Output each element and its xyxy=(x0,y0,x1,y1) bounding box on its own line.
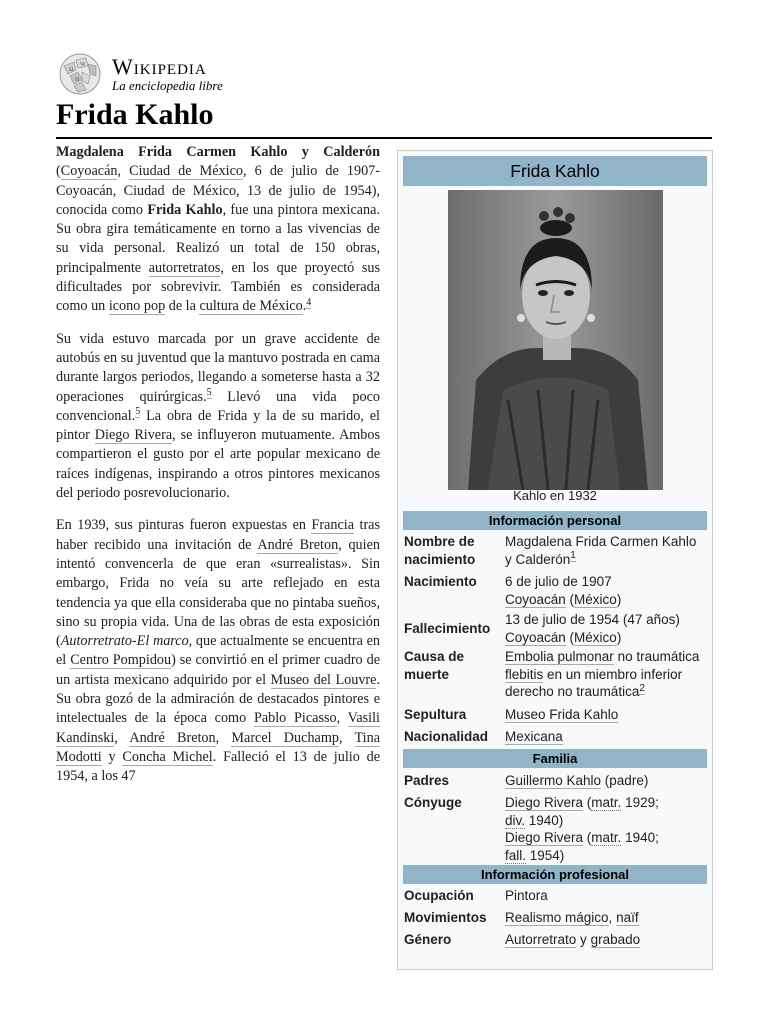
reference-5b[interactable]: 5 xyxy=(135,406,141,418)
svg-text:W: W xyxy=(80,62,86,68)
link-nacimiento-mexico[interactable]: México xyxy=(574,591,617,607)
photo-caption: Kahlo en 1932 xyxy=(513,488,597,503)
link-coyoacan[interactable]: Coyoacán xyxy=(60,163,118,180)
link-francia[interactable]: Francia xyxy=(311,517,355,534)
link-marcel-duchamp[interactable]: Marcel Duchamp xyxy=(231,729,339,746)
link-naif[interactable]: naïf xyxy=(616,910,639,925)
value-nombre-de-nacimiento: Magdalena Frida Carmen Kahlo y Calderón$^1$ xyxy=(505,534,697,567)
article-body xyxy=(56,143,380,800)
value-padres: Guillermo Kahlo (padre) xyxy=(505,773,649,788)
value-fallecimiento: 13 de julio de 1954 (47 años) Coyoacán (México) xyxy=(505,612,680,645)
paragraph-life: Su vida estuvo marcada por un grave accidente de autobús en su juventud que la mantuvo postrada en cama durante largos periodos, llegando a someterse hasta a 32 operaciones quirúrgicas.$^5$ Llevó una vida poco convencional.$^5$ La obra de Frida y la de su marido, el pintor Diego Rivera, se influyeron mutuamente. Ambos compartieron el gusto por el arte popular mexicano de raíces indígenas, inspirando a otros pintores mexicanos del periodo posrevolucionario. xyxy=(56,330,380,502)
link-flebitis[interactable]: flebitis xyxy=(505,666,544,682)
infobox xyxy=(397,150,713,970)
artwork-title: Autorretrato-El marco xyxy=(60,633,189,650)
link-realismo-magico[interactable]: Realismo mágico xyxy=(505,910,609,925)
link-guillermo-kahlo[interactable]: Guillermo Kahlo xyxy=(505,773,602,788)
row-ocupacion xyxy=(404,887,706,905)
label-ocupacion: Ocupación xyxy=(404,888,474,903)
title-divider xyxy=(56,137,712,139)
value-sepultura xyxy=(505,706,706,724)
reference-5a[interactable]: 5 xyxy=(206,386,212,398)
wikipedia-globe-icon[interactable] xyxy=(56,52,104,96)
abbr-matr-2[interactable]: matr. xyxy=(591,830,622,845)
site-tagline: La enciclopedia libre xyxy=(112,78,223,93)
value-ocupacion: Pintora xyxy=(505,888,548,903)
infobox-title: Frida Kahlo xyxy=(403,156,707,186)
wordmark[interactable] xyxy=(112,55,223,93)
site-name: Wikipedia xyxy=(112,54,207,79)
link-grabado[interactable]: grabado xyxy=(590,932,641,947)
paragraph-intro: Magdalena Frida Carmen Kahlo y Calderón (Coyoacán, Ciudad de México, 6 de julio de 1907-Coyoacán, Ciudad de México, 13 de julio de 1954), conocida como Frida Kahlo, fue una pintora mexicana. Su obra gira temáticamente en torno a las vivencias de su vida personal. Realizó un total de 150 obras, principalmente autorretratos, en los que proyectó sus dificultades por sobrevivir. También es considerada como un icono pop de la cultura de México.$^4$ xyxy=(56,144,380,315)
label-nacimiento: Nacimiento xyxy=(404,574,477,589)
link-icono-pop[interactable]: icono pop xyxy=(108,298,166,315)
label-padres: Padres xyxy=(404,773,450,788)
row-causa-de-muerte xyxy=(404,648,706,701)
link-andre-breton-2[interactable]: André Breton xyxy=(129,729,216,746)
link-embolia-pulmonar[interactable]: Embolia pulmonar xyxy=(505,649,614,664)
value-conyuge: Diego Rivera (matr. 1929; div. 1940) Diego Rivera (matr. 1940; fall. 1954) xyxy=(505,795,659,863)
row-conyuge xyxy=(404,794,706,864)
section-familia: Familia xyxy=(403,749,707,768)
link-ciudad-de-mexico[interactable]: Ciudad de México xyxy=(129,163,244,180)
row-sepultura xyxy=(404,706,706,724)
link-diego-rivera-1[interactable]: Diego Rivera xyxy=(505,795,584,810)
label-genero: Género xyxy=(404,932,452,947)
link-concha-michel[interactable]: Concha Michel xyxy=(122,748,213,765)
section-informacion-personal: Información personal xyxy=(403,511,707,530)
paragraph-1939: En 1939, sus pinturas fueron expuestas en Francia tras haber recibido una invitación de André Breton, quien intentó convencerla de que eran «surrealistas». Sin embargo, Frida no veía su arte reflejado en esta tendencia ya que ella consideraba que no pintaba sueños, sino su propia vida. Una de las obras de esta exposición (Autorretrato-El marco, que actualmente se encuentra en el Centro Pompidou) se convirtió en el primer cuadro de un artista mexicano adquirido por el Museo del Louvre. Su obra gozó de la admiración de destacados pintores e intelectuales de la época como Pablo Picasso, Vasili Kandinski, André Breton, Marcel Duchamp, Tina Modotti y Concha Michel. Falleció el 13 de julio de 1954, a los 47 xyxy=(56,517,380,785)
link-mexicana[interactable]: Mexicana xyxy=(505,729,563,744)
svg-text:И: И xyxy=(75,77,80,83)
bold-full-name: Magdalena Frida Carmen Kahlo y Calderón xyxy=(56,144,380,160)
link-museo-del-louvre[interactable]: Museo del Louvre xyxy=(270,671,377,688)
value-nacimiento: 6 de julio de 1907 Coyoacán (México) xyxy=(505,574,622,607)
link-autorretratos[interactable]: autorretratos xyxy=(148,259,221,276)
label-causa-de-muerte: Causa de muerte xyxy=(404,649,465,682)
page-title: Frida Kahlo xyxy=(56,98,214,131)
row-nombre-de-nacimiento xyxy=(404,533,706,568)
row-nacimiento xyxy=(404,573,706,608)
reference-1[interactable]: 1 xyxy=(570,550,576,561)
link-fallecimiento-mexico[interactable]: México xyxy=(574,629,617,645)
link-tina-modotti[interactable]: Tina Modotti xyxy=(56,729,380,765)
value-genero: Autorretrato y grabado xyxy=(505,932,641,947)
value-nacionalidad xyxy=(505,728,706,746)
value-causa-de-muerte: Embolia pulmonar no traumática flebitis en un miembro inferior derecho no traumática$^2$ xyxy=(505,649,700,699)
link-fallecimiento-coyoacan[interactable]: Coyoacán xyxy=(505,629,566,645)
link-nacimiento-coyoacan[interactable]: Coyoacán xyxy=(505,591,566,607)
row-nacionalidad xyxy=(404,728,706,746)
portrait-photo[interactable] xyxy=(448,190,663,490)
link-andre-breton[interactable]: André Breton xyxy=(257,536,339,553)
label-conyuge: Cónyuge xyxy=(404,795,462,810)
label-movimientos: Movimientos xyxy=(404,910,487,925)
site-header xyxy=(56,54,223,94)
label-sepultura: Sepultura xyxy=(404,707,467,722)
abbr-fall[interactable]: fall. xyxy=(505,847,527,863)
reference-2[interactable]: 2 xyxy=(639,682,645,694)
link-diego-rivera-2[interactable]: Diego Rivera xyxy=(505,830,584,845)
reference-4[interactable]: 4 xyxy=(306,296,312,308)
link-pablo-picasso[interactable]: Pablo Picasso xyxy=(253,710,337,727)
label-nombre-de-nacimiento: Nombre de nacimiento xyxy=(404,534,476,567)
link-vasili-kandinski[interactable]: Vasili Kandinski xyxy=(56,710,380,746)
row-padres xyxy=(404,772,706,790)
label-fallecimiento: Fallecimiento xyxy=(404,621,491,636)
link-diego-rivera[interactable]: Diego Rivera xyxy=(94,427,173,444)
row-fallecimiento xyxy=(404,611,706,646)
abbr-div[interactable]: div. xyxy=(505,812,526,828)
link-centro-pompidou[interactable]: Centro Pompidou xyxy=(70,652,172,669)
bold-short-name: Frida Kahlo xyxy=(147,201,223,218)
value-movimientos: Realismo mágico, naïf xyxy=(505,910,639,925)
link-autorretrato[interactable]: Autorretrato xyxy=(505,932,577,947)
label-nacionalidad: Nacionalidad xyxy=(404,729,489,744)
svg-text:Ω: Ω xyxy=(69,67,74,73)
row-movimientos xyxy=(404,909,706,927)
link-museo-frida-kahlo[interactable]: Museo Frida Kahlo xyxy=(505,707,619,722)
section-informacion-profesional: Información profesional xyxy=(403,865,707,884)
row-genero xyxy=(404,931,706,949)
abbr-matr-1[interactable]: matr. xyxy=(591,795,622,810)
link-cultura-de-mexico[interactable]: cultura de México xyxy=(199,298,303,315)
